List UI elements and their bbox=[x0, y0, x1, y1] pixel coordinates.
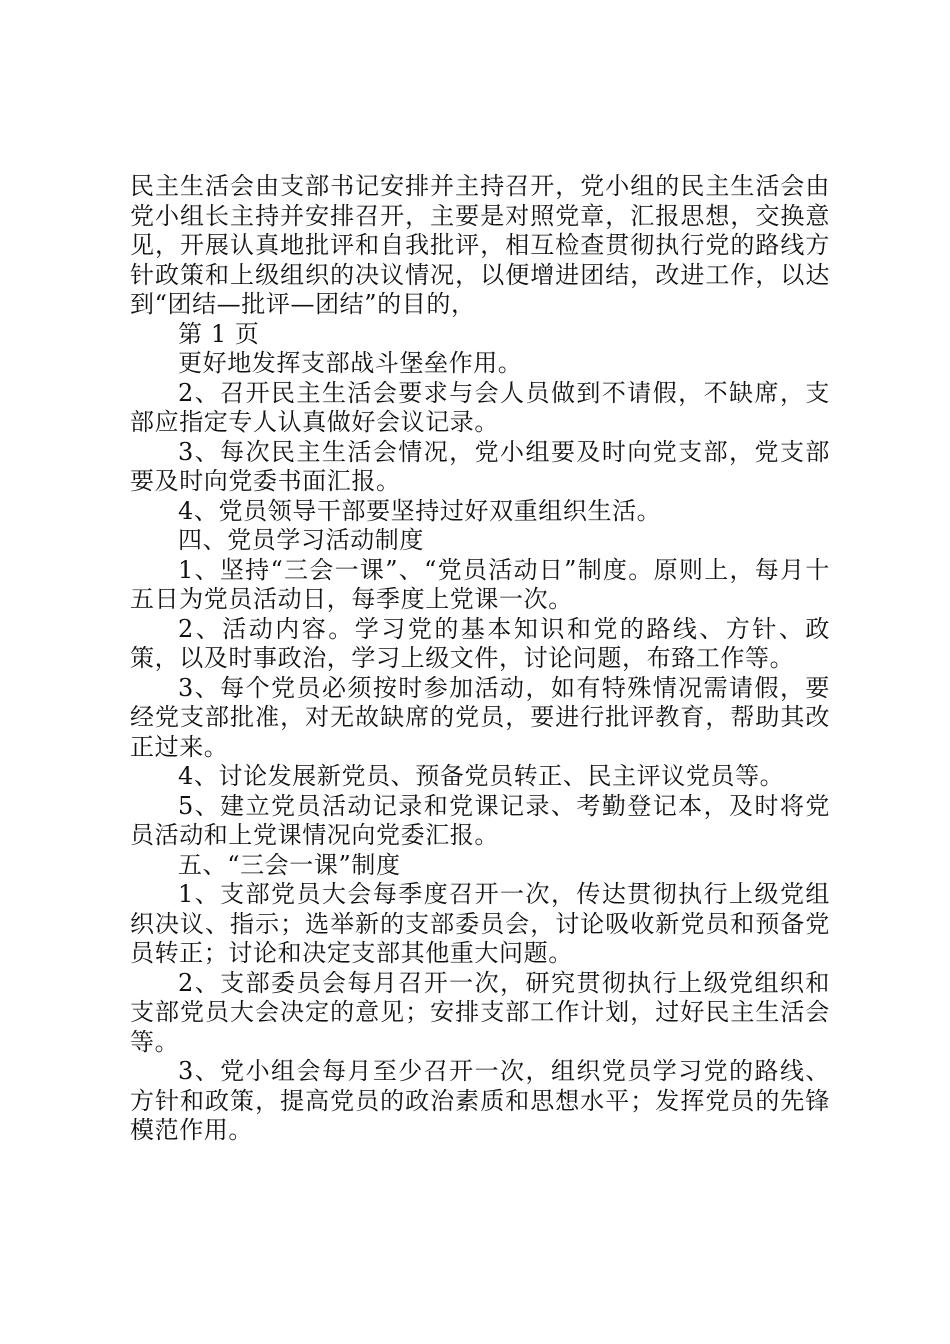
paragraph: 2、活动内容。学习党的基本知识和党的路线、方针、政策，以及时事政治，学习上级文件，讨论问题，布臵工作等。 bbox=[130, 614, 830, 672]
section-heading: 五、“三会一课”制度 bbox=[178, 850, 401, 879]
document-body bbox=[130, 172, 830, 1146]
paragraph: 民主生活会由支部书记安排并主持召开，党小组的民主生活会由党小组长主持并安排召开，主要是对照党章，汇报思想，交换意见，开展认真地批评和自我批评，相互检查贯彻执行党的路线方针政策和上级组织的决议情况，以便增进团结，改进工作，以达到“团结—批评—团结”的目的， bbox=[130, 172, 830, 318]
paragraph: 3、党小组会每月至少召开一次，组织党员学习党的路线、方针和政策，提高党员的政治素质和思想水平；发挥党员的先锋模范作用。 bbox=[130, 1057, 830, 1144]
paragraph: 3、每个党员必须按时参加活动，如有特殊情况需请假，要经党支部批准，对无故缺席的党员，要进行批评教育，帮助其改正过来。 bbox=[130, 673, 830, 761]
page-number-label: 第 1 页 bbox=[178, 319, 260, 348]
paragraph: 2、支部委员会每月召开一次，研究贯彻执行上级党组织和支部党员大会决定的意见；安排支部工作计划，过好民主生活会等。 bbox=[130, 968, 830, 1056]
paragraph: 2、召开民主生活会要求与会人员做到不请假，不缺席，支部应指定专人认真做好会议记录。 bbox=[130, 378, 830, 436]
paragraph: 3、每次民主生活会情况，党小组要及时向党支部，党支部要及时向党委书面汇报。 bbox=[130, 437, 830, 495]
section-heading: 四、党员学习活动制度 bbox=[178, 526, 424, 554]
paragraph: 4、讨论发展新党员、预备党员转正、民主评议党员等。 bbox=[178, 762, 785, 790]
paragraph: 5、建立党员活动记录和党课记录、考勤登记本，及时将党员活动和上党课情况向党委汇报。 bbox=[130, 791, 830, 849]
paragraph: 更好地发挥支部战斗堡垒作用。 bbox=[178, 349, 523, 377]
paragraph: 1、支部党员大会每季度召开一次，传达贯彻执行上级党组织决议、指示；选举新的支部委员会，讨论吸收新党员和预备党员转正；讨论和决定支部其他重大问题。 bbox=[130, 880, 830, 967]
paragraph: 1、坚持“三会一课”、“党员活动日”制度。原则上，每月十五日为党员活动日，每季度上党课一次。 bbox=[130, 555, 830, 613]
paragraph: 4、党员领导干部要坚持过好双重组织生活。 bbox=[178, 496, 662, 525]
